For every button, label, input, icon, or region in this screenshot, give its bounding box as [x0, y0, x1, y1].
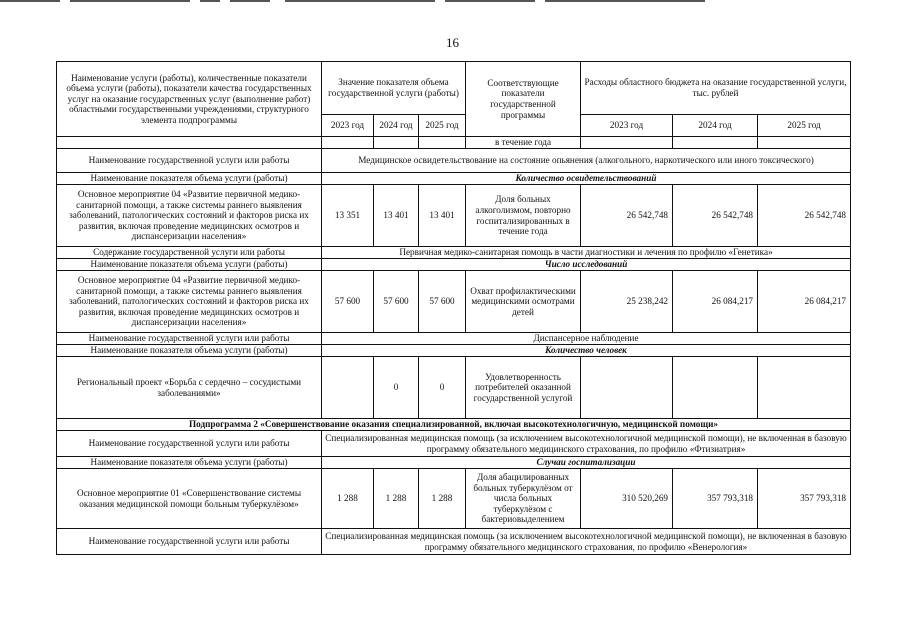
- scan-top-edge: [0, 0, 905, 3]
- header-year: 2023 год: [581, 115, 673, 137]
- table-row: [57, 271, 851, 333]
- service-name: Специализированная медицинская помощь (за исключением высокотехнологичной медицинской помощи), не включенная в базовую программу обязательного медицинского страхования, по профилю «Фтизиатрия»: [322, 431, 851, 457]
- table-row: [57, 333, 851, 345]
- row-label: Региональный проект «Борьба с сердечно – сосудистыми заболеваниями»: [57, 357, 322, 419]
- header-year: 2023 год: [322, 115, 374, 137]
- table-row: [57, 431, 851, 457]
- expense-2023: 25 238,242: [581, 271, 673, 333]
- row-label: Содержание государственной услуги или работы: [57, 247, 322, 259]
- table-row: [57, 469, 851, 529]
- volume-2025: 0: [419, 357, 466, 419]
- table-row: [57, 137, 851, 149]
- volume-2025: 13 401: [419, 185, 466, 247]
- indicator-cell: в течение года: [466, 137, 581, 149]
- expense-2024: 26 084,217: [673, 271, 758, 333]
- expense-2024: 26 542,748: [673, 185, 758, 247]
- volume-2024: 1 288: [374, 469, 419, 529]
- subprogram-title: Подпрограмма 2 «Совершенствование оказания специализированной, включая высокотехнологичную, медицинской помощи»: [57, 419, 851, 431]
- expense-2024: 357 793,318: [673, 469, 758, 529]
- volume-2025: 1 288: [419, 469, 466, 529]
- row-label: Наименование государственной услуги или работы: [57, 333, 322, 345]
- service-name: Специализированная медицинская помощь (за исключением высокотехнологичной медицинской помощи), не включенная в базовую программу обязательного медицинского страхования, по профилю «Венерология»: [322, 529, 851, 555]
- table-row: [57, 345, 851, 357]
- indicator-cell: Доля абацилированных больных туберкулёзом от числа больных туберкулёзом с бактериовыделением: [466, 469, 581, 529]
- header-service: Наименование услуги (работы), количественные показатели объема услуги (работы), показатели качества государственных услуг на оказание государственных услуг (выполнение работ) областными государственными учреждениями, структурного элемента подпрограммы: [57, 62, 322, 137]
- row-label: Наименование показателя объема услуги (работы): [57, 345, 322, 357]
- table-row: [57, 247, 851, 259]
- expenses-table: [56, 61, 851, 555]
- row-label: Основное мероприятие 04 «Развитие первичной медико-санитарной помощи, а также системы раннего выявления заболеваний, патологических состояний и факторов риска их развития, включая проведение медицинских осмотров и диспансеризации населения»: [57, 271, 322, 333]
- expense-2025: 26 084,217: [758, 271, 851, 333]
- row-label: Наименование государственной услуги или работы: [57, 529, 322, 555]
- volume-2024: 0: [374, 357, 419, 419]
- service-name: Первичная медико-санитарная помощь в части диагностики и лечения по профилю «Генетика»: [322, 247, 851, 259]
- volume-2023: 57 600: [322, 271, 374, 333]
- volume-2023: 1 288: [322, 469, 374, 529]
- expense-2023: 26 542,748: [581, 185, 673, 247]
- header-indicators: Соответствующие показатели государственной программы: [466, 62, 581, 137]
- service-name: Диспансерное наблюдение: [322, 333, 851, 345]
- table-row: [57, 259, 851, 271]
- indicator-name: Количество освидетельствований: [322, 173, 851, 185]
- service-name: Медицинское освидетельствование на состояние опьянения (алкогольного, наркотического или иного токсического): [322, 149, 851, 173]
- indicator-cell: Доля больных алкоголизмом, повторно госпитализированных в течение года: [466, 185, 581, 247]
- page-number: 16: [446, 35, 459, 50]
- table-row: [57, 529, 851, 555]
- header-expenses: Расходы областного бюджета на оказание государственной услуги, тыс. рублей: [581, 62, 851, 115]
- volume-2025: 57 600: [419, 271, 466, 333]
- volume-2023: 13 351: [322, 185, 374, 247]
- indicator-cell: Удовлетворенность потребителей оказанной государственной услугой: [466, 357, 581, 419]
- row-label: Наименование показателя объема услуги (работы): [57, 173, 322, 185]
- expense-2023: 310 520,269: [581, 469, 673, 529]
- row-label: Наименование показателя объема услуги (работы): [57, 457, 322, 469]
- table-row: [57, 457, 851, 469]
- expense-2025: 26 542,748: [758, 185, 851, 247]
- indicator-name: Количество человек: [322, 345, 851, 357]
- header-row: [57, 62, 851, 115]
- table-row: [57, 419, 851, 431]
- row-label: Наименование показателя объема услуги (работы): [57, 259, 322, 271]
- table-row: [57, 173, 851, 185]
- table-row: [57, 149, 851, 173]
- indicator-cell: Охват профилактическими медицинскими осмотрами детей: [466, 271, 581, 333]
- table-row: [57, 185, 851, 247]
- volume-2024: 13 401: [374, 185, 419, 247]
- row-label: Наименование государственной услуги или работы: [57, 149, 322, 173]
- header-year: 2025 год: [419, 115, 466, 137]
- row-label: Наименование государственной услуги или работы: [57, 431, 322, 457]
- header-year: 2024 год: [374, 115, 419, 137]
- volume-2024: 57 600: [374, 271, 419, 333]
- row-label: Основное мероприятие 01 «Совершенствование системы оказания медицинской помощи больным туберкулёзом»: [57, 469, 322, 529]
- expense-2025: 357 793,318: [758, 469, 851, 529]
- indicator-name: Число исследований: [322, 259, 851, 271]
- header-year: 2024 год: [673, 115, 758, 137]
- header-year: 2025 год: [758, 115, 851, 137]
- row-label: Основное мероприятие 04 «Развитие первичной медико-санитарной помощи, а также системы раннего выявления заболеваний, патологических состояний и факторов риска их развития, включая проведение медицинских осмотров и диспансеризации населения»: [57, 185, 322, 247]
- table-row: [57, 357, 851, 419]
- header-volume: Значение показателя объема государственной услуги (работы): [322, 62, 466, 115]
- indicator-name: Случаи госпитализации: [322, 457, 851, 469]
